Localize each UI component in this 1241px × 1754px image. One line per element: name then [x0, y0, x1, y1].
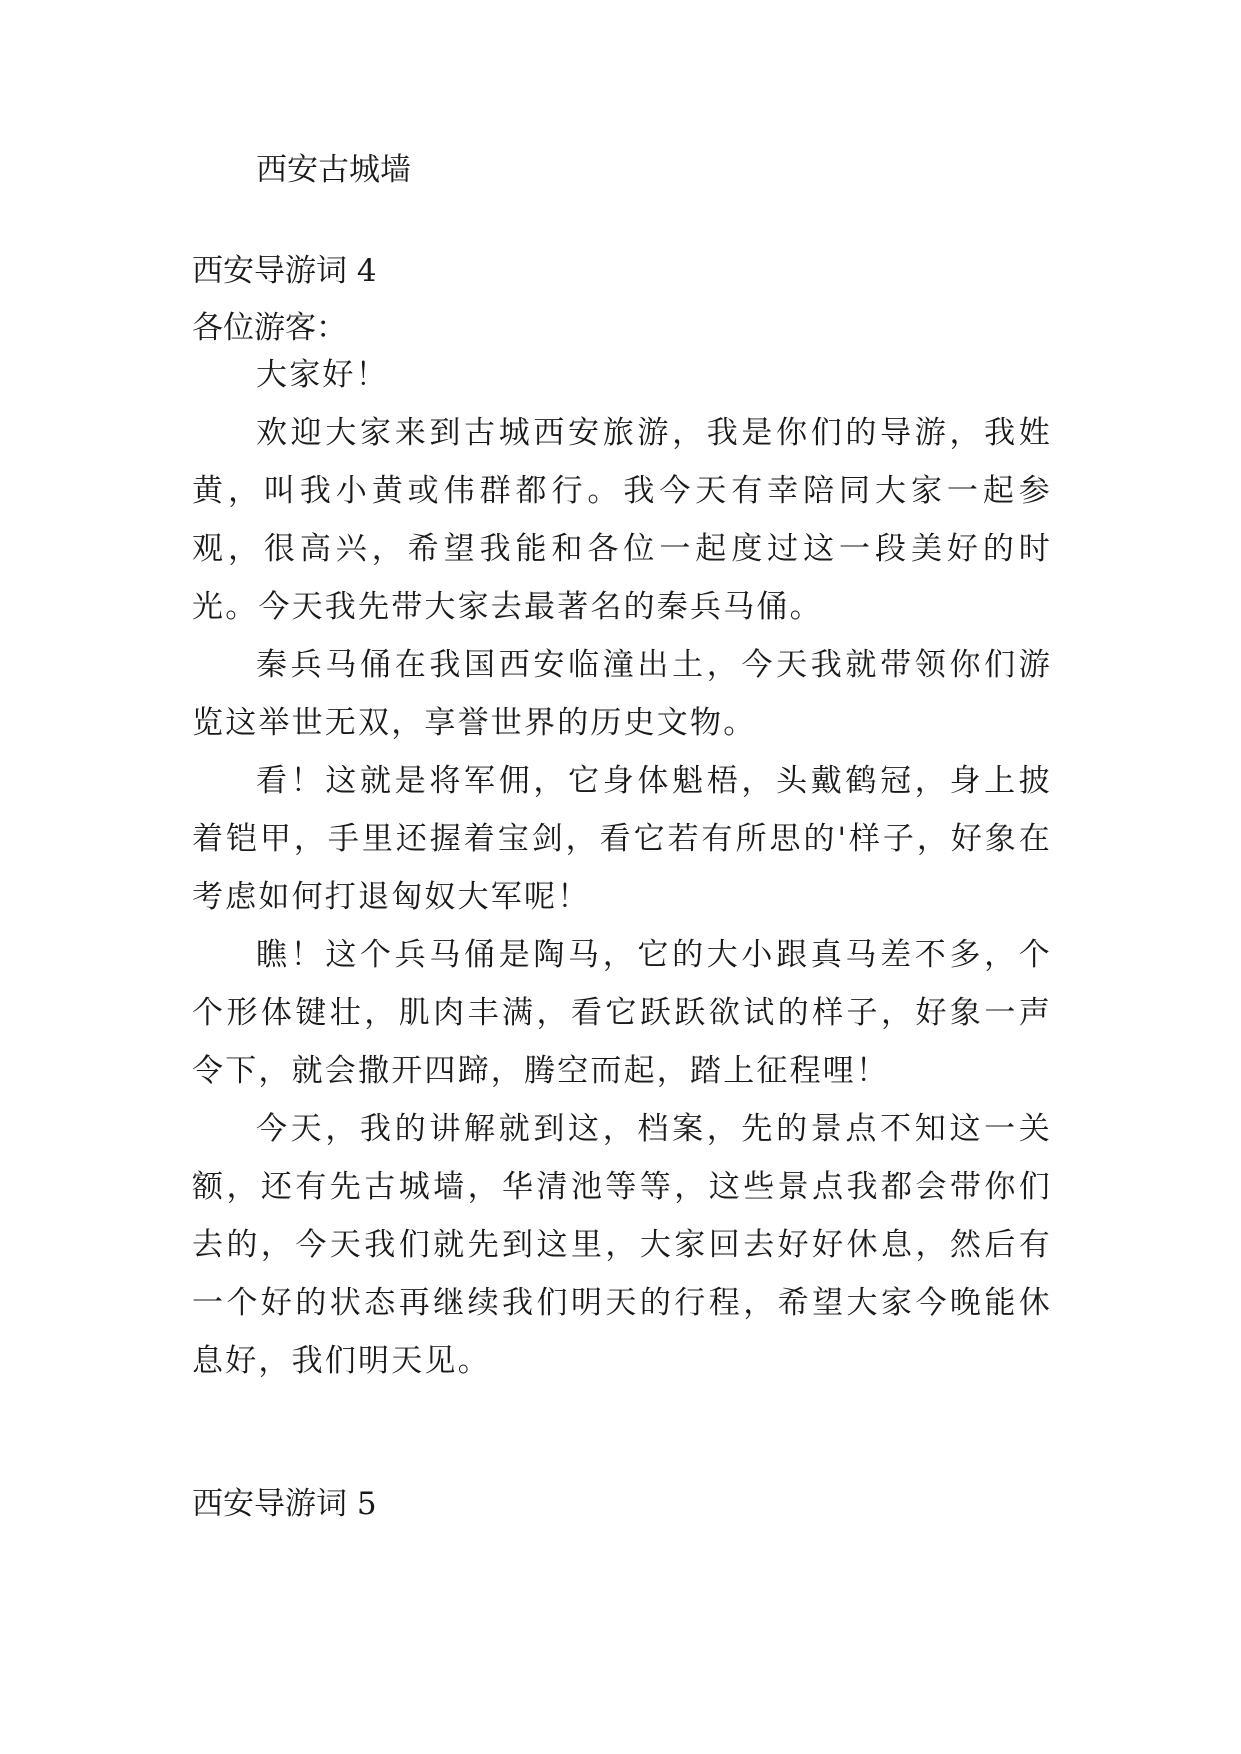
paragraph-greeting: 大家好！ — [256, 357, 389, 393]
section-heading-5: 西安导游词 5 — [192, 1486, 377, 1522]
paragraph-closing: 今天，我的讲解就到这，档案，先的景点不知这一关额，还有先古城墙，华清池等等，这些景点我都会带你们去的，今天我们就先到这里，大家回去好好休息，然后有一个好的状态再继续我们明天的行程，希望大家今晚能休息好，我们明天见。 — [192, 1111, 1052, 1379]
previous-section-tail: 西安古城墙 — [256, 152, 411, 188]
salutation: 各位游客： — [192, 310, 347, 346]
paragraph-terracotta-intro: 秦兵马俑在我国西安临潼出土，今天我就带领你们游览这举世无双，享誉世界的历史文物。 — [192, 647, 1052, 741]
paragraph-pottery-horse: 瞧！这个兵马俑是陶马，它的大小跟真马差不多，个个形体键壮，肌肉丰满，看它跃跃欲试的样子，好象一声令下，就会撒开四蹄，腾空而起，踏上征程哩！ — [192, 937, 1052, 1089]
section-heading-4: 西安导游词 4 — [192, 253, 377, 289]
paragraph-general-figure: 看！这就是将军佣，它身体魁梧，头戴鹤冠，身上披着铠甲，手里还握着宝剑，看它若有所思的'样子，好象在考虑如何打退匈奴大军呢！ — [192, 763, 1052, 915]
paragraph-welcome: 欢迎大家来到古城西安旅游，我是你们的导游，我姓黄，叫我小黄或伟群都行。我今天有幸陪同大家一起参观，很高兴，希望我能和各位一起度过这一段美好的时光。今天我先带大家去最著名的秦兵马俑。 — [192, 415, 1052, 625]
